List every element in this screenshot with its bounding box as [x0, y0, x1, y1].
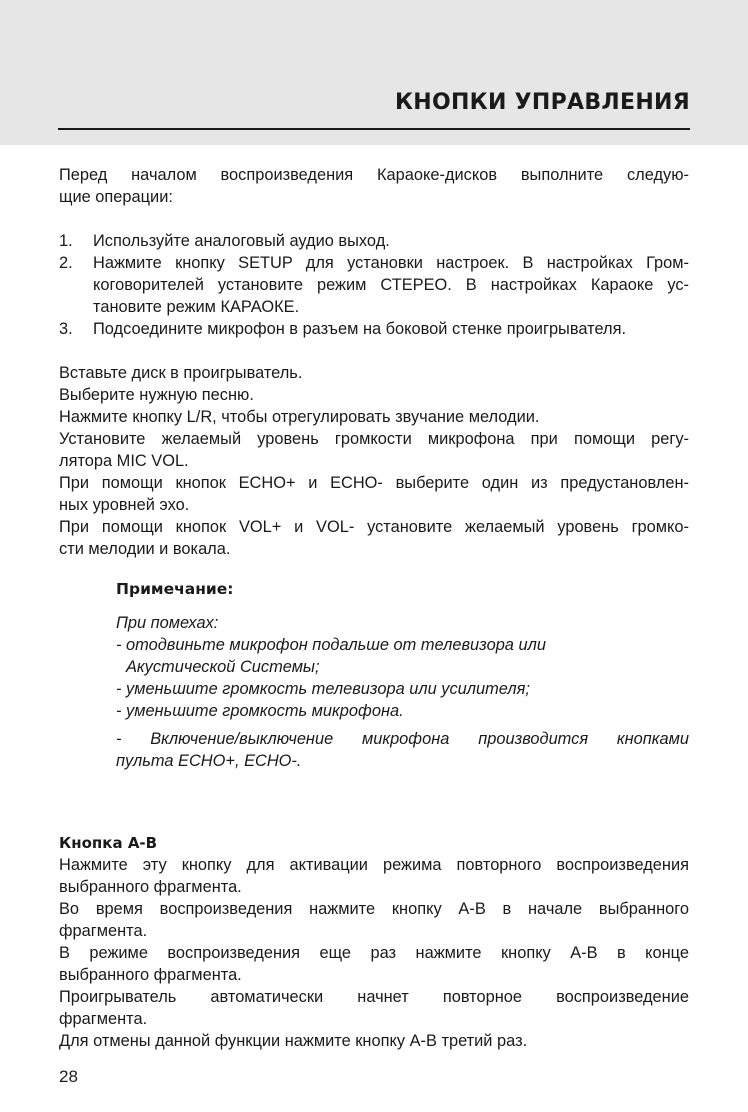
text-line: щие операции:	[59, 188, 173, 206]
text-line: - Включение/выключение микрофона производится кнопками	[116, 730, 689, 748]
text-line: При помощи кнопок VOL+ и VOL- установите желаемый уровень громко-	[59, 518, 689, 536]
text-line: - отодвиньте микрофон подальше от телевизора или	[116, 636, 546, 654]
text-line: тановите режим КАРАОКЕ.	[93, 298, 300, 316]
text-line: Проигрыватель автоматически начнет повторное воспроизведение	[59, 988, 689, 1006]
text-line: При помехах:	[116, 614, 219, 632]
header-band	[0, 0, 748, 145]
instructions-block	[59, 362, 689, 560]
text-line: Вставьте диск в проигрыватель.	[59, 364, 303, 382]
text-line: Нажмите кнопку L/R, чтобы отрегулировать звучание мелодии.	[59, 408, 540, 426]
text-line: Акустической Системы;	[126, 658, 320, 676]
text-line: пульта ECHO+, ECHO-.	[116, 752, 302, 770]
text-line: выбранного фрагмента.	[59, 878, 242, 896]
text-line: сти мелодии и вокала.	[59, 540, 231, 558]
page-number: 28	[59, 1067, 78, 1086]
text-line: - уменьшите громкость телевизора или усилителя;	[116, 680, 530, 698]
text-line: фрагмента.	[59, 1010, 148, 1028]
text-line: лятора MIC VOL.	[59, 452, 189, 470]
section-heading: Кнопка A-B	[59, 834, 158, 852]
numbered-list	[59, 230, 689, 340]
text-line: Нажмите эту кнопку для активации режима повторного воспроизведения	[59, 856, 689, 874]
text-line: выбранного фрагмента.	[59, 966, 242, 984]
list-number: 2.	[59, 254, 73, 272]
text-line: Во время воспроизведения нажмите кнопку A-B в начале выбранного	[59, 900, 689, 918]
text-line: коговорителей установите режим СТЕРЕО. В настройках Караоке ус-	[93, 276, 689, 294]
text-line: Для отмены данной функции нажмите кнопку A-B третий раз.	[59, 1032, 528, 1050]
text-line: Используйте аналоговый аудио выход.	[93, 232, 390, 250]
page-title: КНОПКИ УПРАВЛЕНИЯ	[394, 90, 690, 115]
page-content	[59, 164, 689, 1052]
text-line: ных уровней эхо.	[59, 496, 190, 514]
text-line: Нажмите кнопку SETUP для установки настроек. В настройках Гром-	[93, 254, 689, 272]
text-line: В режиме воспроизведения еще раз нажмите кнопку A-B в конце	[59, 944, 689, 962]
text-line: Подсоедините микрофон в разъем на боковой стенке проигрывателя.	[93, 320, 627, 338]
note-title: Примечание:	[116, 580, 234, 598]
text-line: - уменьшите громкость микрофона.	[116, 702, 404, 720]
text-line: Выберите нужную песню.	[59, 386, 254, 404]
list-item	[59, 318, 689, 340]
text-line: При помощи кнопок ECHO+ и ECHO- выберите один из предустановлен-	[59, 474, 689, 492]
list-number: 3.	[59, 320, 73, 338]
note-block	[116, 578, 689, 772]
text-line: Перед началом воспроизведения Караоке-дисков выполните следую-	[59, 166, 689, 184]
list-item	[59, 230, 689, 252]
header-rule	[58, 128, 690, 130]
list-number: 1.	[59, 232, 73, 250]
intro-paragraph	[59, 164, 689, 208]
text-line: фрагмента.	[59, 922, 148, 940]
ab-section	[59, 832, 689, 1052]
text-line: Установите желаемый уровень громкости микрофона при помощи регу-	[59, 430, 689, 448]
list-item	[59, 252, 689, 318]
